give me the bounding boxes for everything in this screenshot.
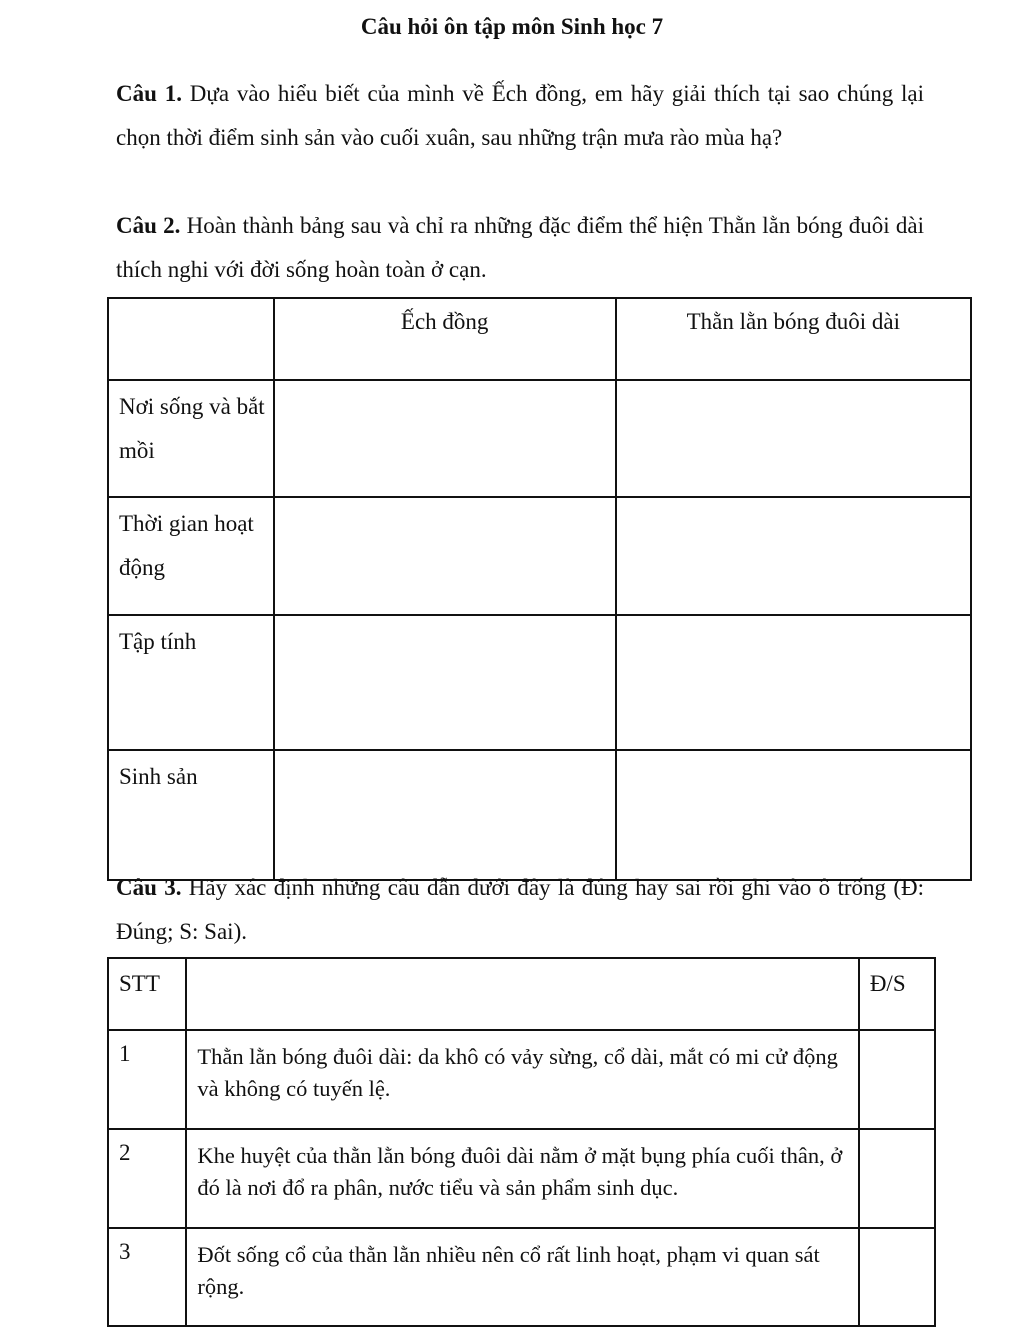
answer-cell-frog[interactable] — [274, 380, 616, 497]
header-cell-ds: Đ/S — [859, 958, 935, 1030]
statement-text: Đốt sống cổ của thằn lằn nhiều nên cổ rất linh hoạt, phạm vi quan sát rộng. — [186, 1228, 858, 1326]
answer-cell-lizard[interactable] — [616, 380, 971, 497]
question-3 — [116, 866, 924, 954]
row-label: Thời gian hoạt động — [108, 497, 274, 615]
question-3-text: Hãy xác định những câu dẫn dưới đây là đúng hay sai rồi ghi vào ô trống (Đ: Đúng; S: Sai). — [116, 875, 924, 944]
page-title: Câu hỏi ôn tập môn Sinh học 7 — [360, 14, 664, 39]
table-row — [108, 1228, 935, 1326]
answer-cell-frog[interactable] — [274, 497, 616, 615]
table-row — [108, 1129, 935, 1228]
row-label: Tập tính — [108, 615, 274, 750]
table-row — [108, 615, 971, 750]
answer-cell-lizard[interactable] — [616, 750, 971, 880]
comparison-table — [107, 297, 972, 881]
header-cell-stt: STT — [108, 958, 186, 1030]
table-row — [108, 497, 971, 615]
true-false-table-header-row — [108, 958, 935, 1030]
true-false-table — [107, 957, 936, 1327]
statement-text: Thằn lằn bóng đuôi dài: da khô có vảy sừng, cổ dài, mắt có mi cử động và không có tuyến lệ. — [186, 1030, 858, 1129]
answer-cell-lizard[interactable] — [616, 497, 971, 615]
row-label: Sinh sản — [108, 750, 274, 880]
table-row — [108, 380, 971, 497]
answer-cell-lizard[interactable] — [616, 615, 971, 750]
question-2 — [116, 204, 924, 292]
row-label: Nơi sống và bắt mồi — [108, 380, 274, 497]
row-number: 3 — [108, 1228, 186, 1326]
table-row — [108, 1030, 935, 1129]
answer-cell-ds[interactable] — [859, 1030, 935, 1129]
question-1-text: Dựa vào hiểu biết của mình về Ếch đồng, em hãy giải thích tại sao chúng lại chọn thời điểm sinh sản vào cuối xuân, sau những trận mưa rào mùa hạ? — [116, 81, 925, 150]
answer-cell-ds[interactable] — [859, 1129, 935, 1228]
answer-cell-ds[interactable] — [859, 1228, 935, 1326]
row-number: 1 — [108, 1030, 186, 1129]
question-1 — [116, 72, 924, 160]
statement-text: Khe huyệt của thằn lằn bóng đuôi dài nằm ở mặt bụng phía cuối thân, ở đó là nơi đổ ra phân, nước tiểu và sản phẩm sinh dục. — [186, 1129, 858, 1228]
comparison-table-header-row — [108, 298, 971, 380]
header-cell-frog: Ếch đồng — [274, 298, 616, 380]
question-2-text: Hoàn thành bảng sau và chỉ ra những đặc điểm thể hiện Thằn lằn bóng đuôi dài thích nghi với đời sống hoàn toàn ở cạn. — [116, 213, 924, 282]
question-2-label: Câu 2. — [116, 213, 181, 238]
header-cell-empty — [108, 298, 274, 380]
question-3-label: Câu 3. — [116, 875, 182, 900]
answer-cell-frog[interactable] — [274, 750, 616, 880]
answer-cell-frog[interactable] — [274, 615, 616, 750]
question-1-label: Câu 1. — [116, 81, 182, 106]
table-row — [108, 750, 971, 880]
header-cell-statement — [186, 958, 858, 1030]
row-number: 2 — [108, 1129, 186, 1228]
header-cell-lizard: Thằn lằn bóng đuôi dài — [616, 298, 971, 380]
